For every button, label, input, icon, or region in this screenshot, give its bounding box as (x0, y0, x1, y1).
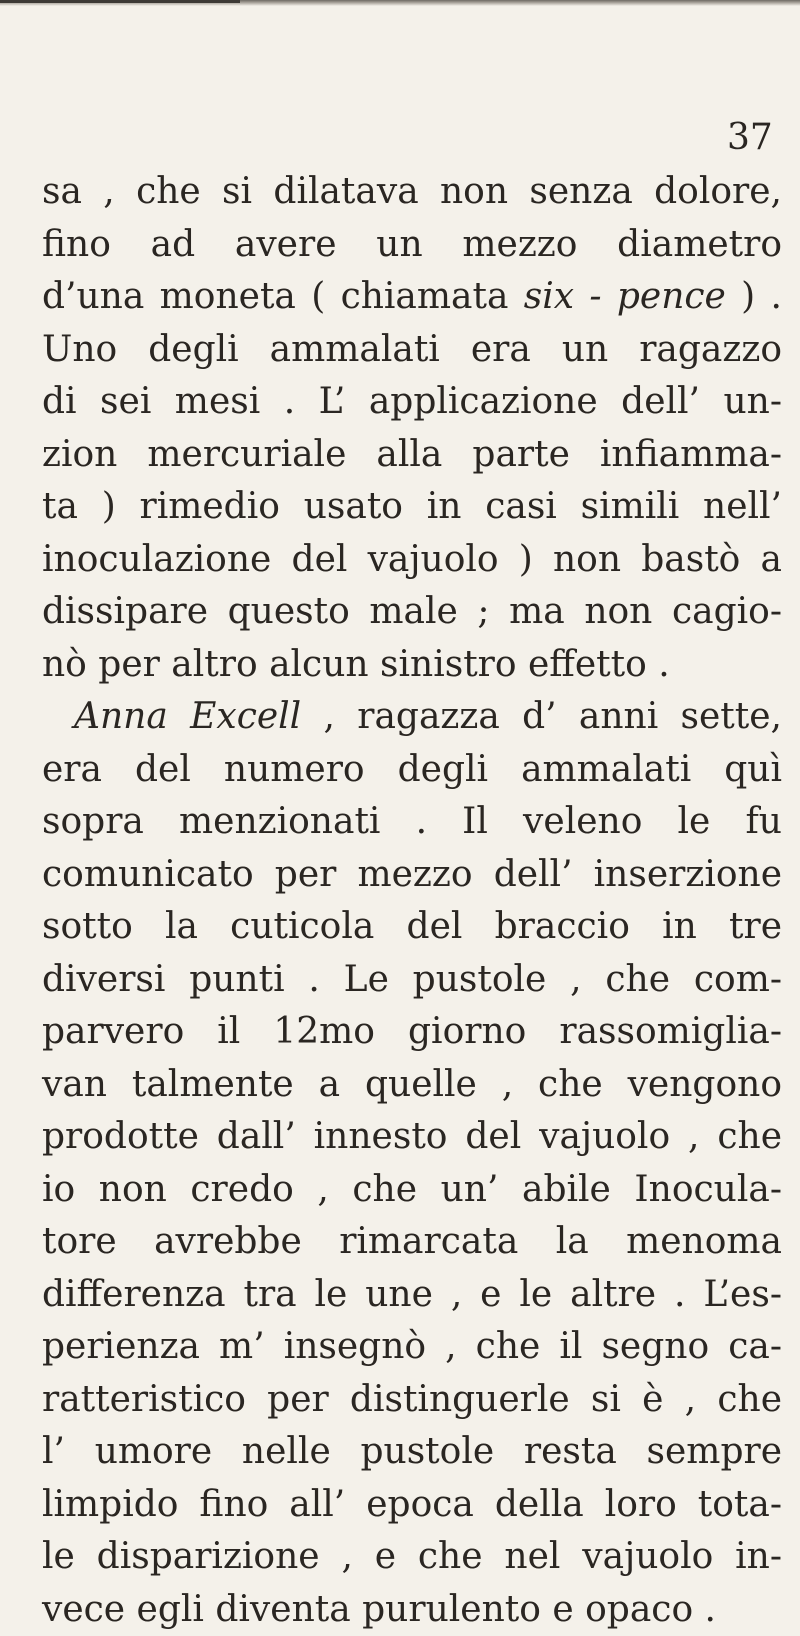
six-pence-term: six - pence (524, 276, 726, 317)
page-number: 37 (727, 118, 787, 158)
text-line-8: inoculazione del vajuolo ) non bastò a (42, 534, 782, 587)
text-line-16: diversi punti . Le pustole , che com- (42, 954, 782, 1007)
text-line-11-end: , ragazza d’ anni sette, (301, 696, 782, 737)
text-line-15: sotto la cuticola del braccio in tre (42, 901, 782, 954)
text-line-13: sopra menzionati . Il veleno le fu (42, 796, 782, 849)
text-line-12: era del numero degli ammalati quì (42, 744, 782, 797)
text-line-21: tore avrebbe rimarcata la menoma (42, 1216, 782, 1269)
text-line-23: perienza m’ insegnò , che il segno ca- (42, 1321, 782, 1374)
text-line-7: ta ) rimedio usato in casi simili nell’ (42, 481, 782, 534)
text-line-3-end: ) . (726, 276, 782, 317)
text-line-22: differenza tra le une , e le altre . L’es- (42, 1269, 782, 1322)
text-line-27: le disparizione , e che nel vajuolo in- (42, 1531, 782, 1584)
text-line-3 (42, 271, 782, 324)
text-line-25: l’ umore nelle pustole resta sempre (42, 1426, 782, 1479)
text-line-18: van talmente a quelle , che vengono (42, 1059, 782, 1112)
text-line-2: fino ad avere un mezzo diametro (42, 219, 782, 272)
text-line-11 (42, 691, 782, 744)
text-line-10: nò per altro alcun sinistro effetto . (42, 639, 782, 692)
text-line-19: prodotte dall’ innesto del vajuolo , che (42, 1111, 782, 1164)
text-line-28: vece egli diventa purulento e opaco . (42, 1584, 782, 1636)
text-line-6: zion mercuriale alla parte infiamma- (42, 429, 782, 482)
text-line-26: limpido fino all’ epoca della loro tota- (42, 1479, 782, 1532)
text-line-9: dissipare questo male ; ma non cagio- (42, 586, 782, 639)
text-line-5: di sei mesi . L’ applicazione dell’ un- (42, 376, 782, 429)
text-line-14: comunicato per mezzo dell’ inserzione (42, 849, 782, 902)
text-line-4: Uno degli ammalati era un ragazzo (42, 324, 782, 377)
body-text (42, 166, 782, 1636)
text-line-1: sa , che si dilatava non senza dolore, (42, 166, 782, 219)
text-line-24: ratteristico per distinguerle si è , che (42, 1374, 782, 1427)
text-line-3-start: d’una moneta ( chiamata (42, 276, 524, 317)
patient-name: Anna Excell (74, 696, 301, 737)
book-page (42, 0, 782, 1526)
text-line-20: io non credo , che un’ abile Inocula- (42, 1164, 782, 1217)
text-line-17: parvero il 12mo giorno rassomiglia- (42, 1006, 782, 1059)
